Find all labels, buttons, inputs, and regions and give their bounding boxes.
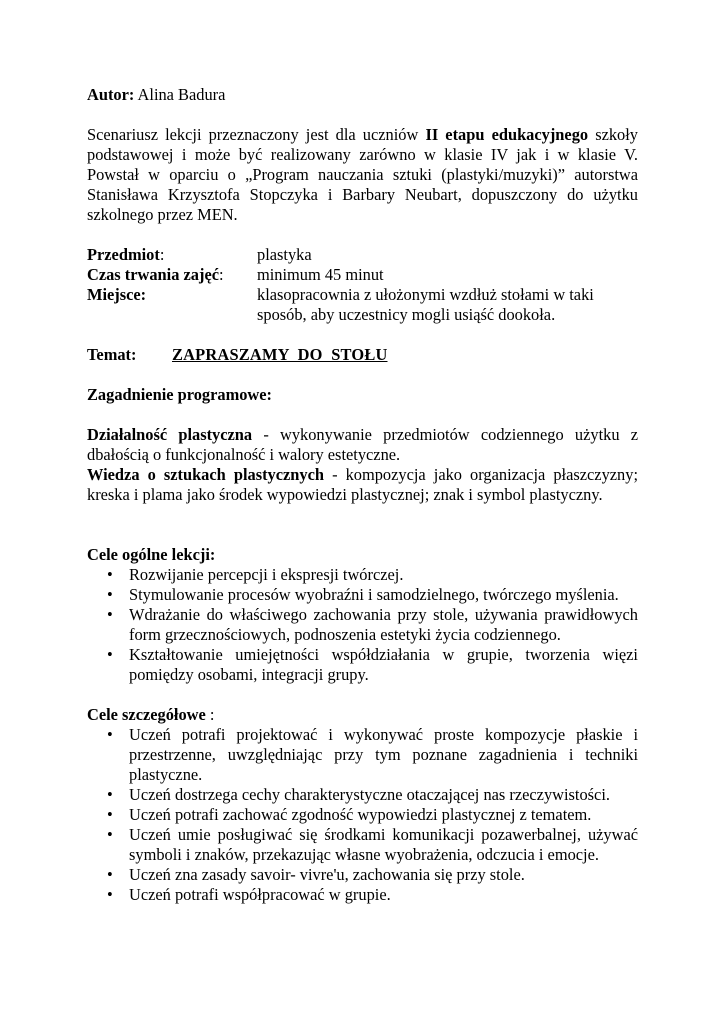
info-czas [87,265,638,285]
list-item [87,605,638,645]
info-przedmiot [87,245,638,265]
list-item-text: Uczeń potrafi współpracować w grupie. [129,885,391,904]
intro-text-2: szkoły podstawowej i może być realizowany zarówno w klasie IV jak i w klasie V. Powstał w oparciu o „Program nauczania sztuki (plastyki/muzyki)” autorstwa Stanisława Krzysztofa Stopczyka i Barbary Neubart, dopuszczony do użytku szkolnego przez MEN. [87,125,638,224]
author-label: Autor: [87,85,135,104]
list-item-text: Uczeń potrafi zachować zgodność wypowiedzi plastycznej z tematem. [129,805,592,824]
list-item-text: Kształtowanie umiejętności współdziałania w grupie, tworzenia więzi pomiędzy osobami, integracji grupy. [129,645,638,684]
cele-szczegolowe-heading-suffix: : [205,705,215,724]
wiedza-text: - kompozycja jako organizacja płaszczyzny; kreska i plama jako środek wypowiedzi plastycznej; znak i symbol plastyczny. [87,465,638,504]
wiedza-paragraph [87,465,638,505]
dzialalnosc-bold: Działalność plastyczna [87,425,253,444]
bullet-icon: • [107,885,113,904]
przedmiot-colon: : [159,245,165,264]
bullet-icon: • [107,785,113,804]
cele-ogolne-heading [87,545,638,565]
cele-szczegolowe-heading [87,705,638,725]
list-item [87,825,638,865]
intro-bold: II etapu edukacyjnego [425,125,589,144]
cele-szczegolowe-heading-text: Cele szczegółowe [87,705,206,724]
list-item-text: Rozwijanie percepcji i ekspresji twórczej. [129,565,404,584]
czas-colon: : [219,265,224,284]
intro-text-1: Scenariusz lekcji przeznaczony jest dla uczniów [87,125,426,144]
cele-szczegolowe-list [87,725,638,905]
dzialalnosc-paragraph [87,425,638,465]
cele-ogolne-list [87,565,638,685]
topic-value: ZAPRASZAMY DO STOŁU [172,345,388,364]
list-item [87,725,638,785]
miejsce-label: Miejsce: [87,285,147,304]
list-item-text: Uczeń potrafi projektować i wykonywać proste kompozycje płaskie i przestrzenne, uwzględniając przy tym poznane zagadnienia i techniki plastyczne. [129,725,638,784]
miejsce-value: klasopracownia z ułożonymi wzdłuż stołami w taki sposób, aby uczestnicy mogli usiąść dookoła. [257,285,594,324]
przedmiot-value: plastyka [257,245,312,264]
bullet-icon: • [107,605,113,624]
list-item-text: Uczeń umie posługiwać się środkami komunikacji pozawerbalnej, używać symboli i znaków, przekazując własne wyobrażenia, odczucia i emocje. [129,825,638,864]
list-item [87,785,638,805]
list-item-text: Uczeń dostrzega cechy charakterystyczne otaczającej nas rzeczywistości. [129,785,610,804]
bullet-icon: • [107,865,113,884]
bullet-icon: • [107,565,113,584]
wiedza-bold: Wiedza o sztukach plastycznych [87,465,324,484]
author-name: Alina Badura [137,85,226,104]
przedmiot-label: Przedmiot [87,245,160,264]
czas-value: minimum 45 minut [257,265,384,284]
topic-line [87,345,638,365]
bullet-icon: • [107,645,113,664]
info-miejsce [87,285,638,325]
list-item [87,585,638,605]
list-item-text: Stymulowanie procesów wyobraźni i samodzielnego, twórczego myślenia. [129,585,619,604]
czas-label: Czas trwania zajęć [87,265,219,284]
author-line [87,85,638,105]
intro-paragraph [87,125,638,225]
cele-ogolne-heading-text: Cele ogólne lekcji: [87,545,216,564]
zagadnienie-heading-text: Zagadnienie programowe: [87,385,272,404]
list-item [87,645,638,685]
list-item-text: Wdrażanie do właściwego zachowania przy stole, używania prawidłowych form grzecznościowych, podnoszenia estetyki życia codziennego. [129,605,638,644]
list-item [87,885,638,905]
bullet-icon: • [107,825,113,844]
list-item [87,565,638,585]
list-item [87,865,638,885]
list-item-text: Uczeń zna zasady savoir- vivre'u, zachowania się przy stole. [129,865,525,884]
bullet-icon: • [107,725,113,744]
zagadnienie-heading [87,385,638,405]
document-body [87,85,638,905]
list-item [87,805,638,825]
bullet-icon: • [107,585,113,604]
topic-label: Temat: [87,345,137,364]
bullet-icon: • [107,805,113,824]
dzialalnosc-text: - wykonywanie przedmiotów codziennego użytku z dbałością o funkcjonalność i walory estetyczne. [87,425,639,464]
